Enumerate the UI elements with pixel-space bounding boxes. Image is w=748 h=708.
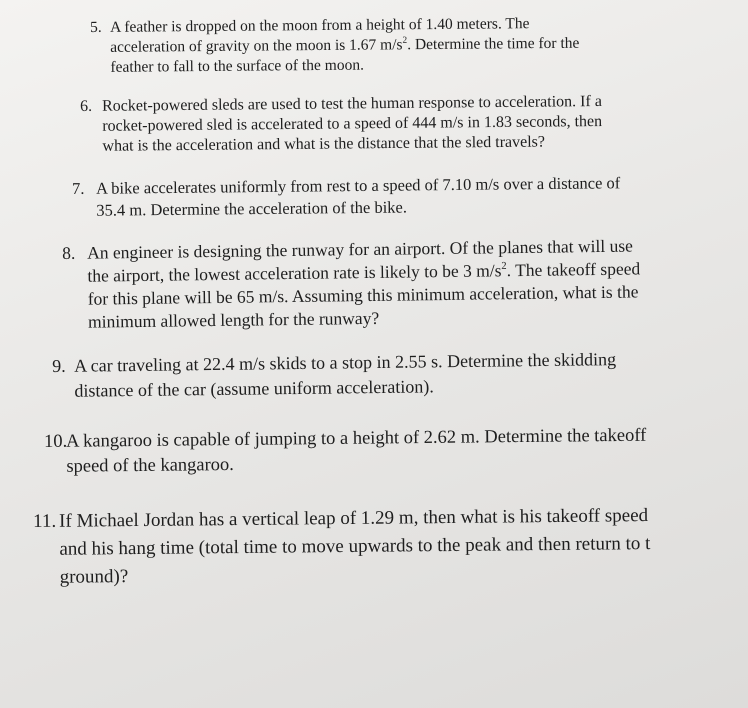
problem-text xyxy=(96,171,722,222)
text-segment: . Determine the time for the xyxy=(407,34,580,54)
problem-line: If Michael Jordan has a vertical leap of 1.29 m, then what is his takeoff speed xyxy=(59,505,649,532)
problem-11 xyxy=(33,501,748,592)
problem-text xyxy=(102,91,706,157)
problem-line: A bike accelerates uniformly from rest to a speed of 7.10 m/s over a distance of xyxy=(96,173,621,198)
problem-number: 9. xyxy=(52,355,66,376)
problem-9 xyxy=(52,346,733,404)
problem-line: feather to fall to the surface of the moon. xyxy=(110,56,364,76)
problem-7 xyxy=(72,171,722,222)
problem-text xyxy=(87,233,733,333)
problem-line: A car traveling at 22.4 m/s skids to a stop in 2.55 s. Determine the skidding xyxy=(74,349,617,376)
problem-number: 5. xyxy=(90,18,102,36)
exponent: 2 xyxy=(501,260,507,272)
problem-line: for this plane will be 65 m/s. Assuming this minimum acceleration, what is the xyxy=(87,281,639,309)
problem-5 xyxy=(90,13,701,78)
problem-line: An engineer is designing the runway for an airport. Of the planes that will use xyxy=(87,235,633,263)
problem-line: 35.4 m. Determine the acceleration of the bike. xyxy=(96,197,408,220)
problem-line: rocket-powered sled is accelerated to a speed of 444 m/s in 1.83 seconds, then xyxy=(102,112,603,135)
text-segment: acceleration of gravity on the moon is 1.67 m/s xyxy=(110,36,403,56)
problem-line: ground)? xyxy=(59,566,129,588)
problem-number: 6. xyxy=(80,97,93,115)
problem-line: A feather is dropped on the moon from a height of 1.40 meters. The xyxy=(110,15,530,36)
problem-line: Rocket-powered sleds are used to test the human response to acceleration. If a xyxy=(102,92,602,115)
problem-8 xyxy=(62,233,733,334)
problem-line: speed of the kangaroo. xyxy=(66,455,234,477)
problem-line: and his hang time (total time to move upwards to the peak and then return to t xyxy=(59,533,651,560)
problem-line: distance of the car (assume uniform acceleration). xyxy=(74,376,434,401)
text-segment: . The takeoff speed xyxy=(506,258,641,281)
text-segment: the airport, the lowest acceleration rate is likely to be 3 m/s xyxy=(87,260,502,286)
problem-number: 11. xyxy=(33,510,57,532)
problem-6 xyxy=(80,91,706,157)
problem-line: A kangaroo is capable of jumping to a height of 2.62 m. Determine the takeoff xyxy=(66,425,647,452)
problem-line: what is the acceleration and what is the distance that the sled travels? xyxy=(102,133,546,155)
problem-number: 7. xyxy=(72,178,85,198)
problem-text xyxy=(74,346,733,404)
problem-number: 10. xyxy=(44,431,68,452)
problem-number: 8. xyxy=(62,242,76,263)
problem-line: minimum allowed length for the runway? xyxy=(87,307,380,332)
problem-text xyxy=(110,13,701,78)
exponent: 2 xyxy=(402,35,408,46)
problem-text xyxy=(59,501,748,592)
problem-10 xyxy=(44,423,748,480)
problem-text xyxy=(66,423,748,480)
